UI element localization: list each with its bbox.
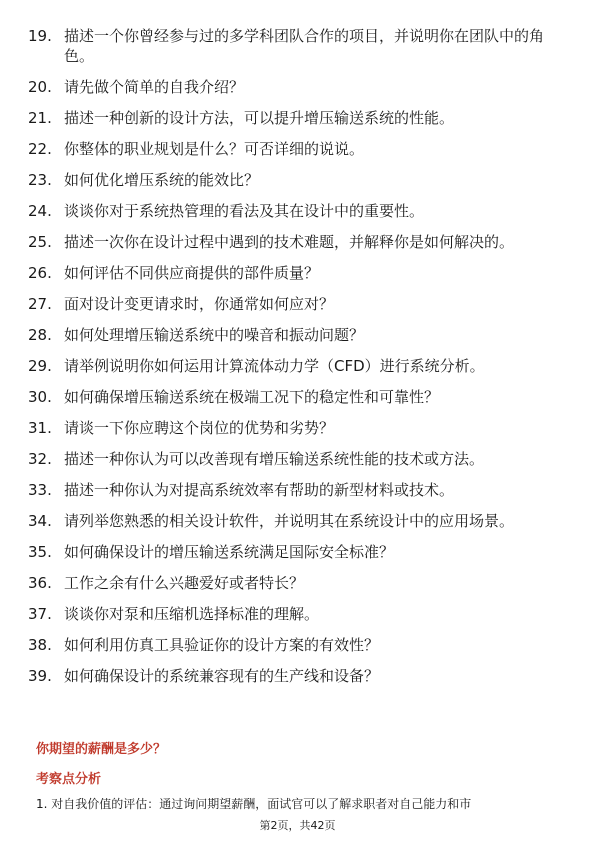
question-item bbox=[28, 77, 568, 97]
question-item bbox=[28, 511, 568, 531]
question-item bbox=[28, 263, 568, 283]
question-text: 你整体的职业规划是什么？可否详细的说说。 bbox=[64, 140, 365, 158]
question-number: 24. bbox=[28, 202, 52, 220]
question-number: 28. bbox=[28, 326, 52, 344]
question-text: 面对设计变更请求时，你通常如何应对？ bbox=[64, 295, 335, 313]
question-item bbox=[28, 573, 568, 593]
question-number: 38. bbox=[28, 636, 52, 654]
analysis-title: 考察点分析 bbox=[36, 772, 102, 787]
question-text: 描述一次你在设计过程中遇到的技术难题，并解释你是如何解决的。 bbox=[64, 233, 515, 251]
question-text: 请举例说明你如何运用计算流体动力学（CFD）进行系统分析。 bbox=[64, 357, 485, 375]
question-item bbox=[28, 480, 568, 500]
question-number: 22. bbox=[28, 140, 52, 158]
question-text: 描述一个你曾经参与过的多学科团队合作的项目，并说明你在团队中的角色。 bbox=[64, 27, 545, 65]
question-number: 20. bbox=[28, 78, 52, 96]
question-text: 如何评估不同供应商提供的部件质量？ bbox=[64, 264, 320, 282]
question-number: 34. bbox=[28, 512, 52, 530]
question-text: 如何确保设计的增压输送系统满足国际安全标准？ bbox=[64, 543, 395, 561]
question-item bbox=[28, 387, 568, 407]
question-text: 描述一种你认为可以改善现有增压输送系统性能的技术或方法。 bbox=[64, 450, 485, 468]
question-item bbox=[28, 666, 568, 686]
question-item bbox=[28, 604, 568, 624]
question-number: 37. bbox=[28, 605, 52, 623]
question-list bbox=[28, 26, 568, 697]
question-item bbox=[28, 232, 568, 252]
question-item bbox=[28, 139, 568, 159]
section-title: 你期望的薪酬是多少？ bbox=[36, 742, 167, 757]
question-text: 工作之余有什么兴趣爱好或者特长？ bbox=[64, 574, 305, 592]
question-number: 26. bbox=[28, 264, 52, 282]
question-item bbox=[28, 26, 568, 66]
question-text: 描述一种创新的设计方法，可以提升增压输送系统的性能。 bbox=[64, 109, 455, 127]
question-number: 33. bbox=[28, 481, 52, 499]
question-text: 请先做个简单的自我介绍？ bbox=[64, 78, 245, 96]
question-number: 29. bbox=[28, 357, 52, 375]
analysis-point: 1. 对自我价值的评估：通过询问期望薪酬，面试官可以了解求职者对自己能力和市 bbox=[36, 797, 472, 811]
question-text: 请谈一下你应聘这个岗位的优势和劣势？ bbox=[64, 419, 335, 437]
question-item bbox=[28, 170, 568, 190]
question-number: 25. bbox=[28, 233, 52, 251]
question-number: 21. bbox=[28, 109, 52, 127]
question-number: 30. bbox=[28, 388, 52, 406]
question-number: 23. bbox=[28, 171, 52, 189]
question-item bbox=[28, 635, 568, 655]
question-item bbox=[28, 449, 568, 469]
question-item bbox=[28, 201, 568, 221]
question-number: 36. bbox=[28, 574, 52, 592]
question-number: 39. bbox=[28, 667, 52, 685]
question-text: 谈谈你对于系统热管理的看法及其在设计中的重要性。 bbox=[64, 202, 425, 220]
question-number: 35. bbox=[28, 543, 52, 561]
question-text: 如何确保增压输送系统在极端工况下的稳定性和可靠性？ bbox=[64, 388, 440, 406]
question-number: 31. bbox=[28, 419, 52, 437]
question-number: 27. bbox=[28, 295, 52, 313]
question-item bbox=[28, 356, 568, 376]
question-text: 请列举您熟悉的相关设计软件，并说明其在系统设计中的应用场景。 bbox=[64, 512, 515, 530]
question-text: 如何优化增压系统的能效比？ bbox=[64, 171, 260, 189]
question-text: 谈谈你对泵和压缩机选择标准的理解。 bbox=[64, 605, 320, 623]
question-item bbox=[28, 108, 568, 128]
question-text: 如何确保设计的系统兼容现有的生产线和设备？ bbox=[64, 667, 380, 685]
question-number: 32. bbox=[28, 450, 52, 468]
question-item bbox=[28, 325, 568, 345]
question-item bbox=[28, 418, 568, 438]
question-number: 19. bbox=[28, 27, 52, 45]
question-item bbox=[28, 542, 568, 562]
question-item bbox=[28, 294, 568, 314]
page-footer: 第2页，共42页 bbox=[259, 819, 336, 832]
question-text: 如何处理增压输送系统中的噪音和振动问题？ bbox=[64, 326, 365, 344]
question-text: 如何利用仿真工具验证你的设计方案的有效性？ bbox=[64, 636, 380, 654]
question-text: 描述一种你认为对提高系统效率有帮助的新型材料或技术。 bbox=[64, 481, 455, 499]
